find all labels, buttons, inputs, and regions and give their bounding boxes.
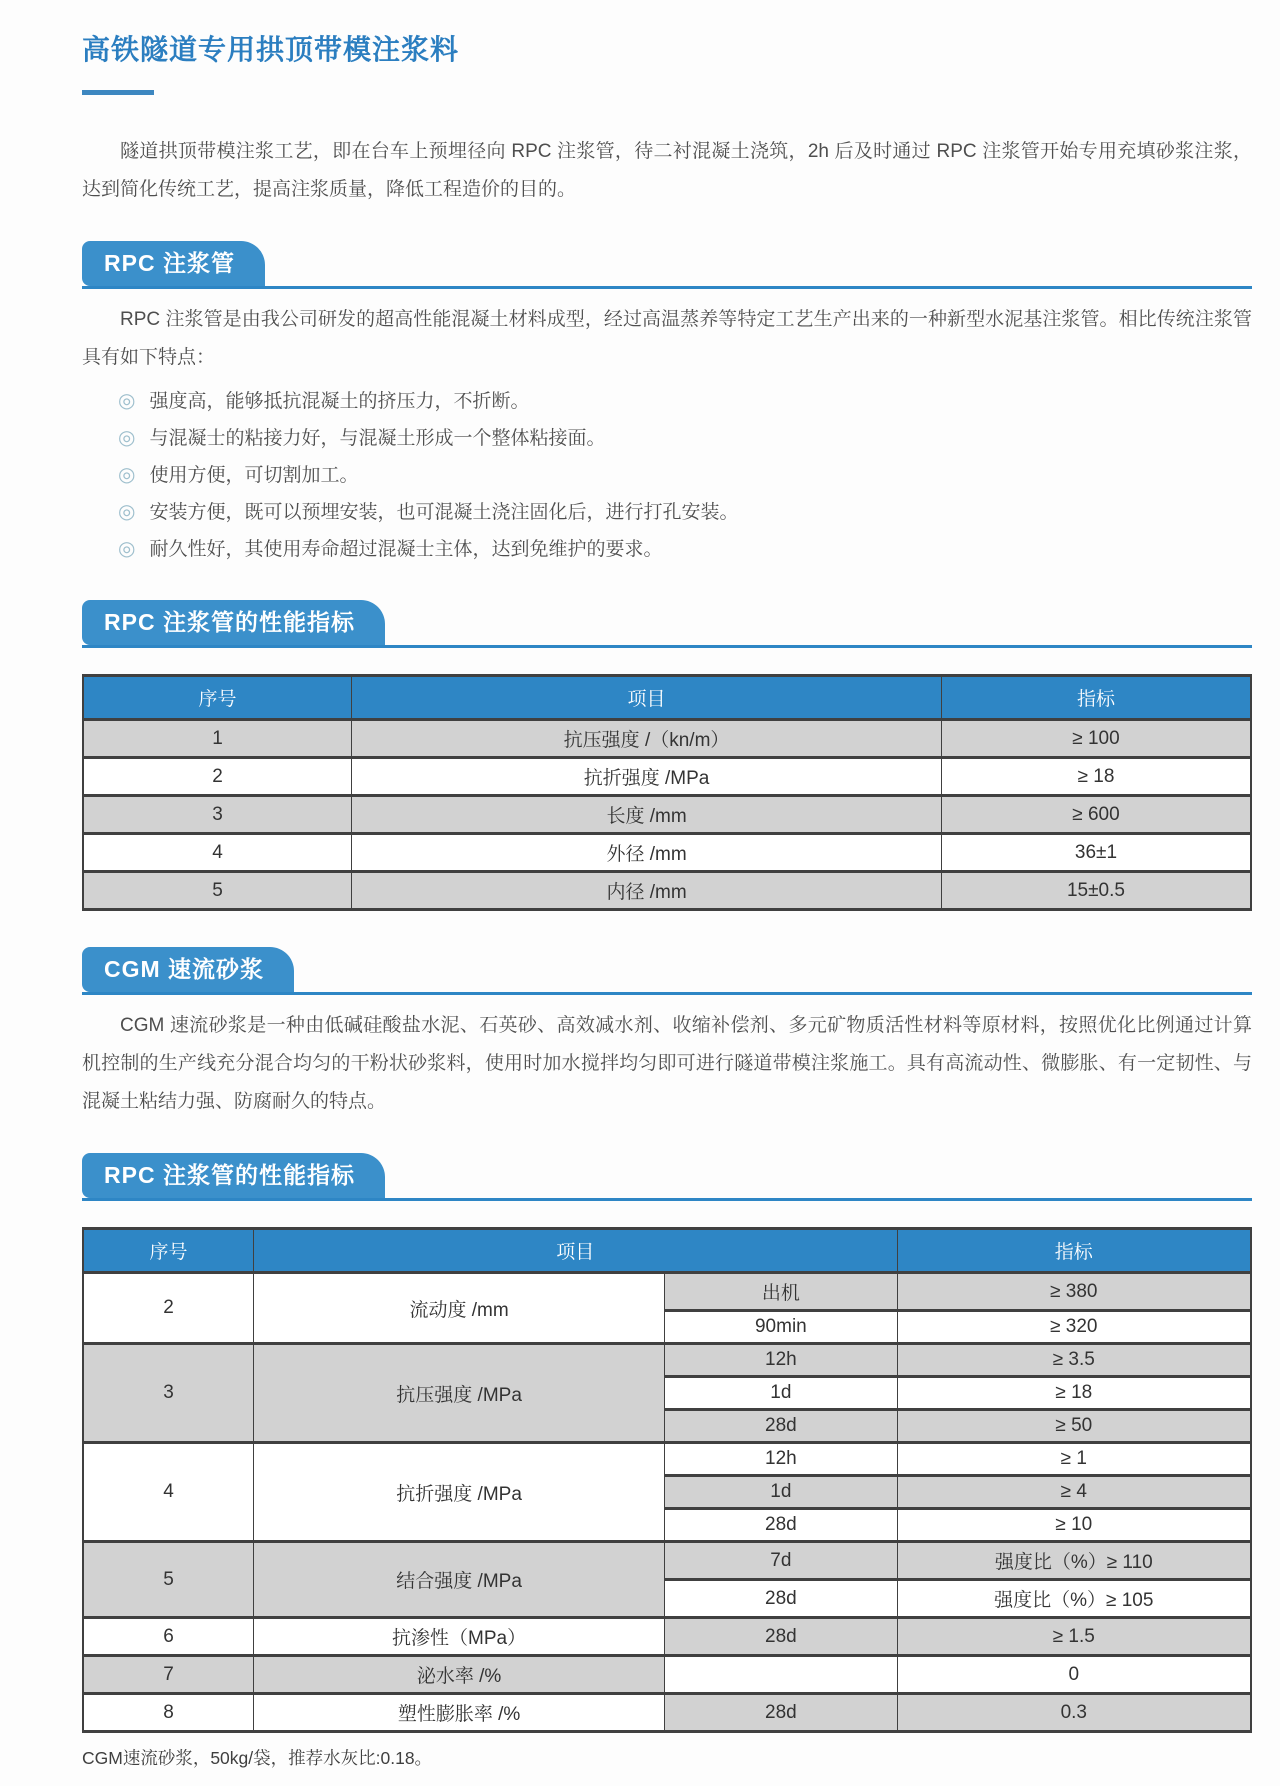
cell-value: 0 — [897, 1656, 1251, 1694]
cell-item: 内径 /mm — [352, 872, 942, 910]
cell-item: 泌水率 /% — [254, 1656, 665, 1694]
cell-value: 15±0.5 — [941, 872, 1251, 910]
cgm-paragraph: CGM 速流砂浆是一种由低碱硅酸盐水泥、石英砂、高效减水剂、收缩补偿剂、多元矿物质活性材料等原材料，按照优化比例通过计算机控制的生产线充分混合均匀的干粉状砂浆料，使用时加水搅拌均匀即可进行隧道带模注浆施工。具有高流动性、微膨胀、有一定韧性、与混凝土粘结力强、防腐耐久的特点。 — [82, 1015, 1252, 1112]
table-row — [83, 1273, 1251, 1311]
section-header-cgm — [82, 947, 1252, 995]
intro-paragraph: 隧道拱顶带模注浆工艺，即在台车上预埋径向 RPC 注浆管，待二衬混凝土浇筑，2h 后及时通过 RPC 注浆管开始专用充填砂浆注浆，达到简化传统工艺，提高注浆质量，降低工程造价的目的。 — [82, 141, 1252, 200]
cell-condition: 1d — [665, 1476, 897, 1509]
cell-condition: 12h — [665, 1443, 897, 1476]
cell-condition: 28d — [665, 1509, 897, 1542]
cell-value: ≥ 50 — [897, 1410, 1251, 1443]
cell-seq: 7 — [83, 1656, 254, 1694]
cell-item: 塑性膨胀率 /% — [254, 1694, 665, 1732]
col-header-value: 指标 — [941, 676, 1251, 720]
cell-item: 流动度 /mm — [254, 1273, 665, 1344]
rpc-pipe-paragraph: RPC 注浆管是由我公司研发的超高性能混凝土材料成型，经过高温蒸养等特定工艺生产出来的一种新型水泥基注浆管。相比传统注浆管具有如下特点： — [82, 309, 1252, 368]
bullseye-bullet-icon: ◎ — [118, 501, 136, 523]
cell-seq: 4 — [83, 1443, 254, 1542]
cell-item: 结合强度 /MPa — [254, 1542, 665, 1618]
cell-item: 抗折强度 /MPa — [254, 1443, 665, 1542]
section-header-cgm-spec — [82, 1153, 1252, 1201]
section-tab-label: RPC 注浆管 — [82, 241, 265, 286]
cell-value: 强度比（%）≥ 105 — [897, 1580, 1251, 1618]
table-footnote: CGM速流砂浆，50kg/袋，推荐水灰比:0.18。 — [82, 1748, 433, 1768]
cell-value: ≥ 320 — [897, 1311, 1251, 1344]
cell-seq: 3 — [83, 1344, 254, 1443]
section-header-rpc-pipe — [82, 241, 1252, 289]
col-header-seq: 序号 — [83, 676, 352, 720]
cell-value: ≥ 4 — [897, 1476, 1251, 1509]
cell-item: 抗折强度 /MPa — [352, 758, 942, 796]
section-tab-label: CGM 速流砂浆 — [82, 947, 294, 992]
cell-condition — [665, 1656, 897, 1694]
list-item — [118, 420, 1252, 457]
bullseye-bullet-icon: ◎ — [118, 427, 136, 449]
cell-seq: 3 — [83, 796, 352, 834]
cell-condition: 28d — [665, 1694, 897, 1732]
cell-value: ≥ 380 — [897, 1273, 1251, 1311]
feature-text: 与混凝士的粘接力好，与混凝土形成一个整体粘接面。 — [149, 428, 606, 449]
cell-value: ≥ 1.5 — [897, 1618, 1251, 1656]
cell-seq: 2 — [83, 1273, 254, 1344]
cell-condition: 28d — [665, 1410, 897, 1443]
cell-seq: 2 — [83, 758, 352, 796]
col-header-seq: 序号 — [83, 1229, 254, 1273]
table-row — [83, 834, 1251, 872]
table-row — [83, 720, 1251, 758]
cell-condition: 出机 — [665, 1273, 897, 1311]
table-row — [83, 796, 1251, 834]
table-row — [83, 1344, 1251, 1377]
cell-condition: 1d — [665, 1377, 897, 1410]
cell-item: 长度 /mm — [352, 796, 942, 834]
page-title: 高铁隧道专用拱顶带模注浆料 — [82, 34, 460, 65]
cell-seq: 4 — [83, 834, 352, 872]
cell-seq: 6 — [83, 1618, 254, 1656]
cell-item: 抗渗性（MPa） — [254, 1618, 665, 1656]
cell-seq: 8 — [83, 1694, 254, 1732]
col-header-item: 项目 — [352, 676, 942, 720]
bullseye-bullet-icon: ◎ — [118, 390, 136, 412]
list-item — [118, 531, 1252, 568]
cell-value: ≥ 18 — [941, 758, 1251, 796]
cell-value: 强度比（%）≥ 110 — [897, 1542, 1251, 1580]
section-tab-label: RPC 注浆管的性能指标 — [82, 1153, 385, 1198]
rpc-spec-table — [82, 674, 1252, 911]
cell-condition: 12h — [665, 1344, 897, 1377]
table-row — [83, 1542, 1251, 1580]
cell-condition: 7d — [665, 1542, 897, 1580]
section-tab-label: RPC 注浆管的性能指标 — [82, 600, 385, 645]
list-item — [118, 383, 1252, 420]
feature-text: 强度高，能够抵抗混凝土的挤压力，不折断。 — [149, 391, 530, 412]
bullseye-bullet-icon: ◎ — [118, 538, 136, 560]
title-underline-dash — [82, 90, 154, 95]
list-item — [118, 457, 1252, 494]
table-row — [83, 872, 1251, 910]
rpc-feature-list — [82, 383, 1252, 568]
table-row — [83, 1618, 1251, 1656]
cell-seq: 5 — [83, 872, 352, 910]
table-row — [83, 1656, 1251, 1694]
cell-item: 抗压强度 /（kn/m） — [352, 720, 942, 758]
cell-value: ≥ 1 — [897, 1443, 1251, 1476]
feature-text: 安装方便，既可以预埋安装，也可混凝土浇注固化后，进行打孔安装。 — [149, 502, 739, 523]
col-header-item: 项目 — [254, 1229, 898, 1273]
table-row — [83, 1694, 1251, 1732]
table-header-row — [83, 676, 1251, 720]
table-row — [83, 758, 1251, 796]
feature-text: 耐久性好，其使用寿命超过混凝士主体，达到免维护的要求。 — [149, 539, 663, 560]
bullseye-bullet-icon: ◎ — [118, 464, 136, 486]
cell-condition: 28d — [665, 1580, 897, 1618]
cell-value: ≥ 100 — [941, 720, 1251, 758]
cell-value: ≥ 3.5 — [897, 1344, 1251, 1377]
cell-value: 36±1 — [941, 834, 1251, 872]
col-header-value: 指标 — [897, 1229, 1251, 1273]
cell-item: 抗压强度 /MPa — [254, 1344, 665, 1443]
cell-condition: 90min — [665, 1311, 897, 1344]
table-row — [83, 1443, 1251, 1476]
cell-value: ≥ 600 — [941, 796, 1251, 834]
section-header-rpc-spec — [82, 600, 1252, 648]
cell-seq: 5 — [83, 1542, 254, 1618]
table-header-row — [83, 1229, 1251, 1273]
cell-condition: 28d — [665, 1618, 897, 1656]
list-item — [118, 494, 1252, 531]
cell-seq: 1 — [83, 720, 352, 758]
cell-value: ≥ 18 — [897, 1377, 1251, 1410]
cgm-spec-table — [82, 1227, 1252, 1733]
cell-item: 外径 /mm — [352, 834, 942, 872]
cell-value: ≥ 10 — [897, 1509, 1251, 1542]
feature-text: 使用方便，可切割加工。 — [149, 465, 359, 486]
cell-value: 0.3 — [897, 1694, 1251, 1732]
